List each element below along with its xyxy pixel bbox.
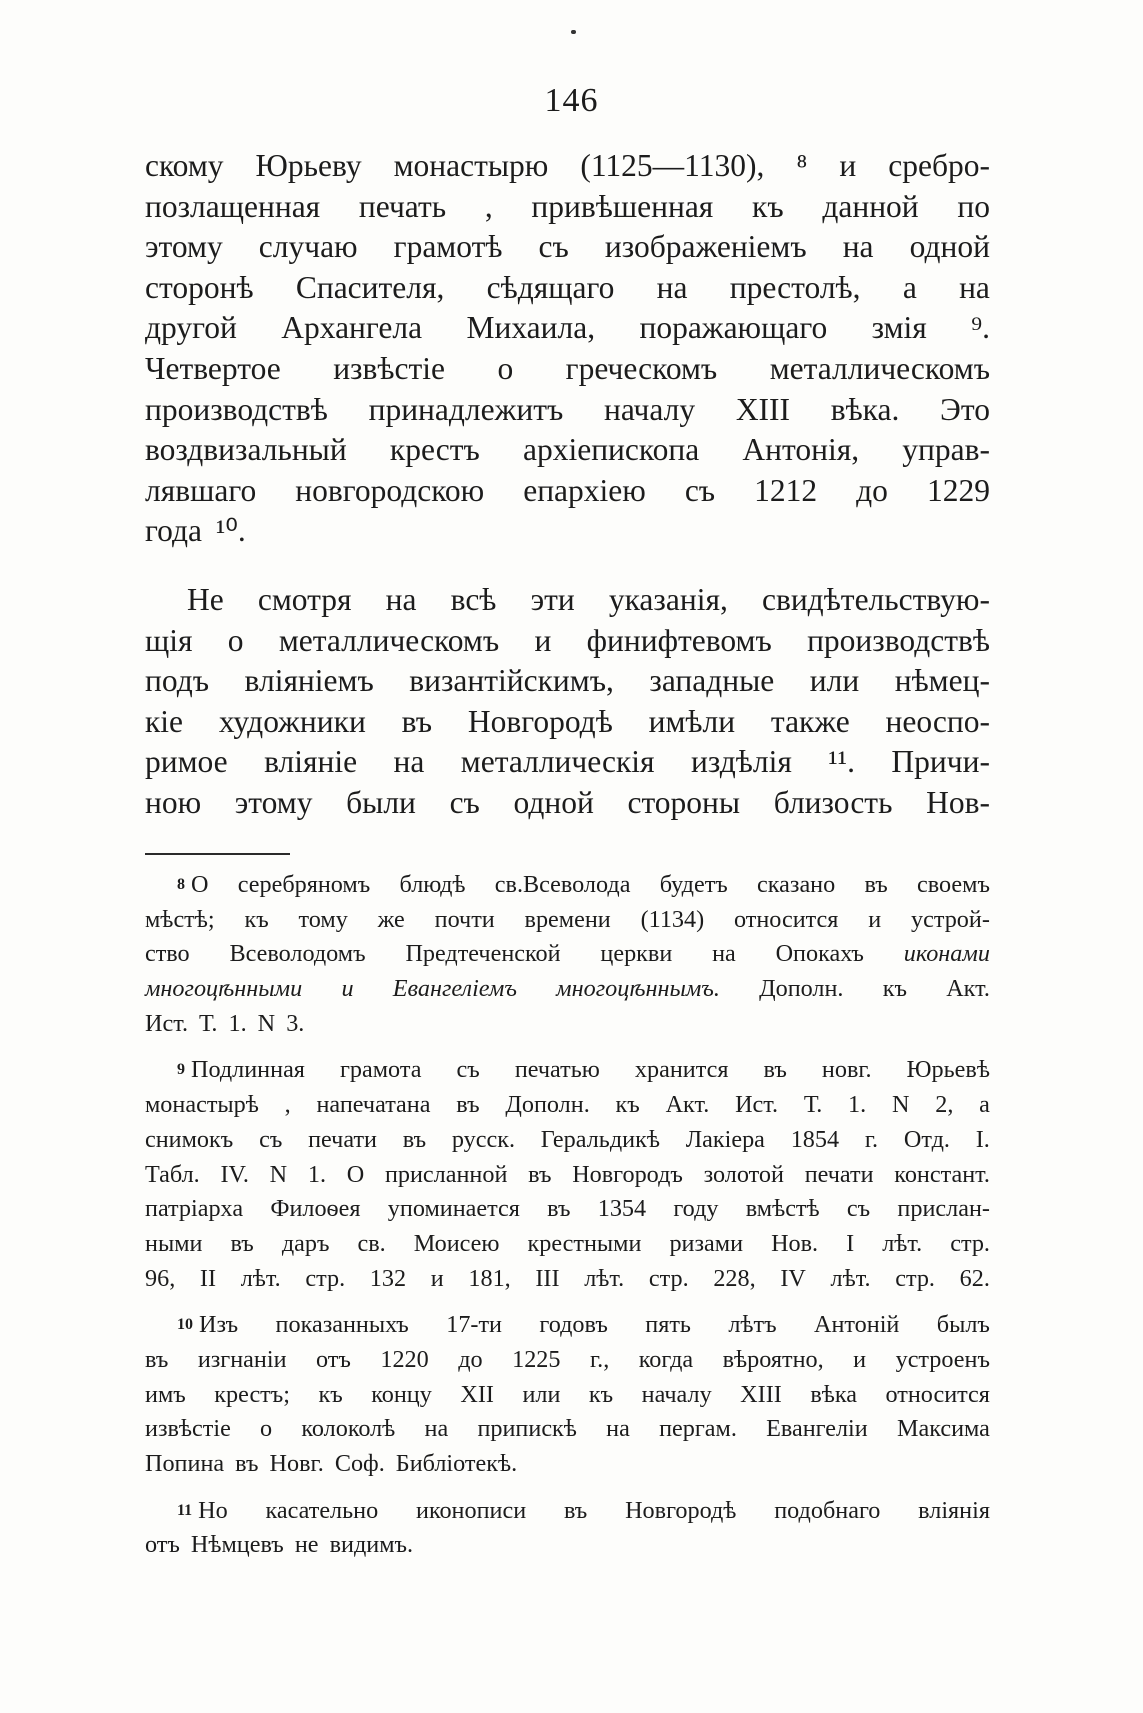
footnote-line: Табл. IV. N 1. О присланной въ Новгородъ золотой печати констант. bbox=[145, 1160, 990, 1188]
footnote-line: ство Всеволодомъ Предтеченской церкви на Опокахъ иконами bbox=[145, 940, 990, 968]
text-line: воздвизальный крестъ архіепископа Антонія, управ- bbox=[145, 432, 990, 468]
footnote-text: Подлинная грамота съ печатью хранится въ новг. Юрьевѣ bbox=[191, 1056, 990, 1084]
footnote-line: ными въ даръ св. Моисею крестными ризами Нов. I лѣт. стр. bbox=[145, 1229, 990, 1257]
footnote-line: отъ Нѣмцевъ не видимъ. bbox=[145, 1531, 414, 1559]
text-line: подъ вліяніемъ византійскимъ, западные или нѣмец- bbox=[145, 663, 990, 699]
footnote-marker: 9 bbox=[177, 1061, 185, 1079]
text-line: другой Архангела Михаила, поражающаго змія ⁹. bbox=[145, 310, 990, 346]
footnote-divider bbox=[145, 853, 290, 855]
text-line: сторонѣ Спасителя, сѣдящаго на престолѣ, а на bbox=[145, 269, 990, 305]
main-text bbox=[145, 146, 990, 824]
text-line: скому Юрьеву монастырю (1125—1130), ⁸ и сребро- bbox=[145, 148, 990, 183]
footnote-line bbox=[145, 868, 990, 903]
footnotes bbox=[145, 868, 990, 1563]
text-line: римое вліяніе на металлическія издѣлія ¹¹. Причи- bbox=[145, 744, 990, 780]
text-line: этому случаю грамотѣ съ изображеніемъ на одной bbox=[145, 229, 990, 265]
text-line: года ¹⁰. bbox=[145, 513, 246, 549]
footnote-marker: 8 bbox=[177, 876, 185, 893]
footnote-line bbox=[145, 1308, 990, 1343]
footnote-line: 96, II лѣт. стр. 132 и 181, III лѣт. стр. 228, IV лѣт. стр. 62. bbox=[145, 1264, 990, 1292]
footnote-line bbox=[145, 1053, 990, 1088]
page-number: 146 bbox=[544, 82, 599, 119]
footnote-line: монастырѣ , напечатана въ Дополн. къ Акт. Ист. Т. 1. N 2, а bbox=[145, 1091, 990, 1119]
footnote-text: Но касательно иконописи въ Новгородѣ подобнаго вліянія bbox=[198, 1496, 990, 1524]
footnote-line: Попина въ Новг. Соф. Библіотекѣ. bbox=[145, 1450, 518, 1477]
text-line: позлащенная печать , привѣшенная къ данной по bbox=[145, 188, 990, 224]
footnote-line: снимокъ съ печати въ русск. Геральдикѣ Лакіера 1854 г. Отд. I. bbox=[145, 1125, 990, 1153]
text-line: Четвертое извѣстіе о греческомъ металлическомъ bbox=[145, 350, 990, 386]
footnote-line: мѣстѣ; къ тому же почти времени (1134) относится и устрой- bbox=[145, 905, 990, 933]
footnote-line: въ изгнаніи отъ 1220 до 1225 г., когда вѣроятно, и устроенъ bbox=[145, 1345, 990, 1373]
text-line: ною этому были съ одной стороны близость Нов- bbox=[145, 784, 990, 820]
footnote-marker: 10 bbox=[177, 1316, 193, 1334]
footnote-line bbox=[145, 1494, 990, 1529]
footnote-line: многоцѣнными и Евангеліемъ многоцѣннымъ. Дополн. къ Акт. bbox=[145, 975, 990, 1003]
footnote-marker: 11 bbox=[177, 1501, 193, 1519]
text-line: производствѣ принадлежитъ началу XIII вѣка. Это bbox=[145, 391, 990, 427]
footnote-line: извѣстіе о колоколѣ на припискѣ на пергам. Евангеліи Максима bbox=[145, 1415, 990, 1443]
text-line: кіе художники въ Новгородѣ имѣли также неоспо- bbox=[145, 703, 990, 739]
footnote-line: имъ крестъ; къ концу XII или къ началу XIII вѣка относится bbox=[145, 1380, 990, 1408]
footnote-line: Ист. Т. 1. N 3. bbox=[145, 1009, 305, 1037]
ink-speck bbox=[571, 30, 576, 34]
text-line: Не смотря на всѣ эти указанія, свидѣтельствую- bbox=[187, 581, 990, 617]
text-line: щія о металлическомъ и финифтевомъ производствѣ bbox=[145, 622, 990, 658]
footnote-text: О серебряномъ блюдѣ св.Всеволода будетъ сказано въ своемъ bbox=[191, 871, 990, 898]
footnote-line: патріарха Филоѳея упоминается въ 1354 году вмѣстѣ съ прислан- bbox=[145, 1195, 990, 1223]
footnote-text: Изъ показанныхъ 17-ти годовъ пять лѣтъ Антоній былъ bbox=[199, 1311, 990, 1339]
text-line: лявшаго новгородскою епархіею съ 1212 до 1229 bbox=[145, 472, 990, 508]
